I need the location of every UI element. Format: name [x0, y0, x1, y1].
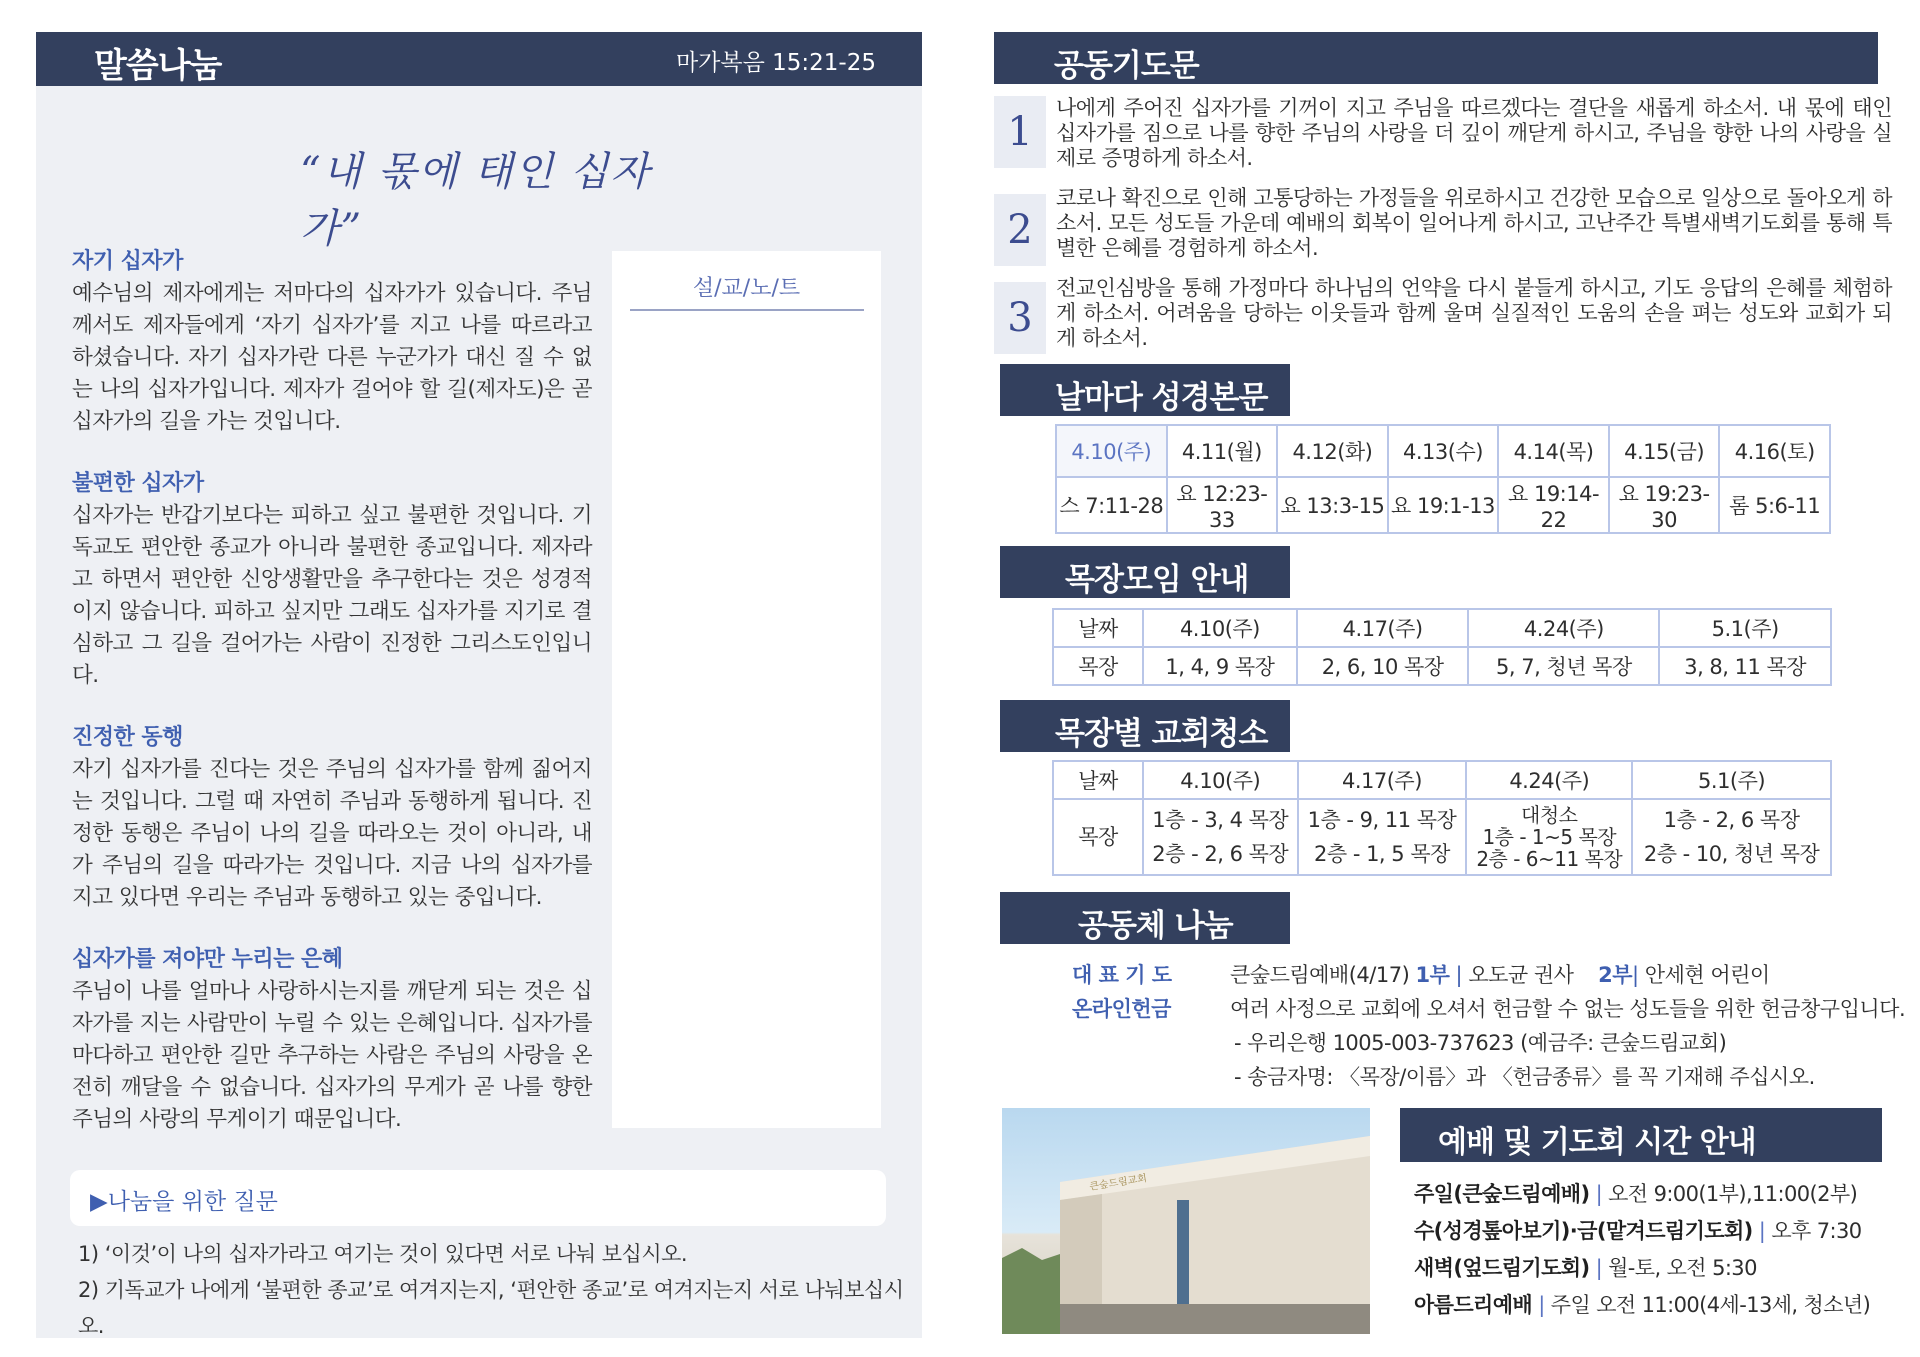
- table-cell: 요 13:3-15: [1277, 477, 1388, 533]
- sermon-calligraphy-title: “내 몫에 태인 십자가”: [300, 149, 652, 252]
- prayer-text: 전교인심방을 통해 가정마다 하나님의 언약을 다시 붙들게 하시고, 기도 응답의 은혜를 체험하게 하소서. 어려움을 당하는 이웃들과 함께 울며 실질적인 도움의 손을 펴는 성도와 교회가 되게 하소서.: [1056, 276, 1892, 350]
- community-sharing: [1072, 958, 1906, 1094]
- separator: |: [1595, 1256, 1603, 1280]
- table-cell: 1, 4, 9 목장: [1143, 647, 1297, 685]
- mokjang-meeting-title: 목장모임 안내: [1065, 562, 1249, 598]
- sermon-note-divider: [630, 309, 864, 311]
- bank-account-row: [1072, 1026, 1902, 1060]
- table-row: [1053, 609, 1831, 647]
- table-cell: 롬 5:6-11: [1719, 477, 1830, 533]
- table-row: [1056, 477, 1830, 533]
- sharing-question-title: ▶나눔을 위한 질문: [90, 1189, 278, 1215]
- separator: |: [1538, 1293, 1545, 1317]
- cleaning-table: [1052, 760, 1832, 876]
- daily-bible-header: [1000, 364, 1290, 416]
- daily-bible-table: [1055, 424, 1831, 534]
- cleaning-line: 1층 - 1~5 목장: [1482, 825, 1617, 849]
- common-prayer-header: [994, 32, 1878, 84]
- sermon-note-area[interactable]: [612, 251, 881, 1128]
- table-row: [1056, 425, 1830, 477]
- table-cell: 요 12:23-33: [1167, 477, 1278, 533]
- cleaning-line: 대청소: [1521, 803, 1578, 827]
- sermon-sharing-title: 말씀나눔: [94, 46, 222, 86]
- sermon-section: [72, 944, 592, 1136]
- part1-name: 오도균 권사: [1468, 963, 1574, 987]
- table-cell: 4.10(주): [1056, 425, 1167, 477]
- sermon-section-text: 자기 십자가를 진다는 것은 주님의 십자가를 함께 짊어지는 것입니다. 그럴 때 자연히 주님과 동행하게 됩니다. 진정한 동행은 주님이 나의 길을 따라오는 것이 아니라, 내가 주님의 길을 따라가는 것입니다. 지금 나의 십자가를 지고 있다면 우리는 주님과 동행하고 있는 중입니다.: [72, 757, 592, 910]
- table-cell: 4.10(주): [1143, 761, 1298, 799]
- sermon-section-heading: 십자가를 져야만 누리는 은혜: [72, 947, 343, 972]
- prayer-text: 나에게 주어진 십자가를 기꺼이 지고 주님을 따르겠다는 결단을 새롭게 하소서. 내 몫에 태인 십자가를 짐으로 나를 향한 주님의 사랑을 더 깊이 깨닫게 하시고, 주님을 향한 나의 사랑을 실제로 증명하게 하소서.: [1056, 96, 1892, 170]
- sermon-note-label: 설/교/노/트: [692, 276, 801, 301]
- table-cell: 스 7:11-28: [1056, 477, 1167, 533]
- mokjang-meeting-table: [1052, 608, 1832, 686]
- separator: |: [1455, 963, 1463, 987]
- cleaning-line: 2층 - 6~11 목장: [1476, 847, 1623, 871]
- representative-prayer-value: [1230, 958, 1770, 992]
- service-name: 새벽(엎드림기도회): [1414, 1256, 1590, 1280]
- table-cell: 4.12(화): [1277, 425, 1388, 477]
- table-cell: 5, 7, 청년 목장: [1468, 647, 1659, 685]
- table-cell: 4.13(수): [1388, 425, 1499, 477]
- table-cell: 4.24(주): [1468, 609, 1659, 647]
- worship-time-row: [1414, 1250, 1894, 1287]
- service-time: 오후 7:30: [1771, 1219, 1862, 1243]
- table-cell: 4.10(주): [1143, 609, 1297, 647]
- sender-name-text: - 송금자명: 〈목장/이름〉과 〈헌금종류〉를 꼭 기재해 주십시오.: [1234, 1065, 1815, 1089]
- cleaning-line: 1층 - 3, 4 목장: [1152, 808, 1289, 832]
- service-time: 주일 오전 11:00(4세-13세, 청소년): [1550, 1293, 1871, 1317]
- sermon-section-text: 주님이 나를 얼마나 사랑하시는지를 깨닫게 되는 것은 십자가를 지는 사람만이 누릴 수 있는 은혜입니다. 십자가를 마다하고 편안한 길만 추구하는 사람은 주님의 사랑을 온전히 깨달을 수 없습니다. 십자가의 무게가 곧 나를 향한 주님의 사랑의 무게이기 때문입니다.: [72, 979, 592, 1132]
- table-cell: 요 19:1-13: [1388, 477, 1499, 533]
- service-time: 월-토, 오전 5:30: [1608, 1256, 1757, 1280]
- sermon-section: [72, 246, 592, 438]
- sermon-section: [72, 468, 592, 692]
- prayer-number: 1: [994, 96, 1046, 168]
- sharing-question: 1) ‘이것’이 나의 십자가라고 여기는 것이 있다면 서로 나눠 보십시오.: [78, 1242, 688, 1266]
- table-cell: 5.1(주): [1659, 609, 1831, 647]
- table-cell: 2, 6, 10 목장: [1297, 647, 1469, 685]
- table-cell: [1632, 799, 1831, 875]
- worship-times-header: [1400, 1108, 1882, 1162]
- sermon-section-heading: 불편한 십자가: [72, 471, 204, 496]
- online-offering-text: 여러 사정으로 교회에 오셔서 헌금할 수 없는 성도들을 위한 헌금창구입니다.: [1230, 997, 1906, 1021]
- common-prayer-title: 공동기도문: [1054, 48, 1199, 84]
- table-cell: 목장: [1053, 647, 1143, 685]
- representative-prayer-row: [1072, 958, 1902, 992]
- community-title: 공동체 나눔: [1078, 908, 1233, 944]
- table-row: [1053, 799, 1831, 875]
- service-time: 오전 9:00(1부),11:00(2부): [1608, 1182, 1858, 1206]
- separator: |: [1758, 1219, 1766, 1243]
- cleaning-title: 목장별 교회청소: [1055, 716, 1268, 752]
- cleaning-line: 2층 - 2, 6 목장: [1152, 842, 1289, 866]
- sharing-question: 2) 기독교가 나에게 ‘불편한 종교’로 여겨지는지, ‘편안한 종교’로 여겨지는지 서로 나눠보십시오.: [78, 1278, 904, 1338]
- sermon-section-heading: 자기 십자가: [72, 249, 183, 274]
- table-cell: 4.24(주): [1466, 761, 1632, 799]
- prayer-service: 큰숲드림예배(4/17): [1230, 963, 1410, 987]
- sermon-section-text: 십자가는 반갑기보다는 피하고 싶고 불편한 것입니다. 기독교도 편안한 종교가 아니라 불편한 종교입니다. 제자라고 하면서 편안한 신앙생활만을 추구한다는 것은 성경적이지 않습니다. 피하고 싶지만 그래도 십자가를 지기로 결심하고 그 길을 걸어가는 사람이 진정한 그리스도인입니다.: [72, 503, 592, 688]
- worship-times-list: [1414, 1176, 1894, 1324]
- part2-label: 2부: [1598, 963, 1633, 987]
- table-row: [1053, 761, 1831, 799]
- mokjang-meeting-header: [1000, 546, 1290, 598]
- cleaning-line: 1층 - 2, 6 목장: [1663, 808, 1800, 832]
- table-cell: 4.15(금): [1609, 425, 1720, 477]
- table-cell: 4.16(토): [1719, 425, 1830, 477]
- online-offering-row: [1072, 992, 1906, 1026]
- service-name: 수(성경톺아보기)·금(맡겨드림기도회): [1414, 1219, 1753, 1243]
- table-cell: 4.14(목): [1498, 425, 1609, 477]
- church-building-illustration: [1002, 1108, 1370, 1334]
- prayer-number: 3: [994, 282, 1046, 354]
- worship-time-row: [1414, 1176, 1894, 1213]
- bank-account-text: - 우리은행 1005-003-737623 (예금주: 큰숲드림교회): [1234, 1031, 1727, 1055]
- scripture-reference: 마가복음 15:21-25: [675, 50, 876, 76]
- sender-name-row: [1072, 1060, 1902, 1094]
- table-cell: 4.17(주): [1298, 761, 1467, 799]
- cleaning-header: [1000, 700, 1290, 752]
- part2-name: 안세현 어린이: [1644, 963, 1770, 987]
- daily-bible-title: 날마다 성경본문: [1055, 380, 1268, 416]
- table-cell: 요 19:23-30: [1609, 477, 1720, 533]
- table-cell: [1466, 799, 1632, 875]
- table-cell: 목장: [1053, 799, 1143, 875]
- sermon-sharing-header: [36, 32, 922, 86]
- cleaning-line: 1층 - 9, 11 목장: [1307, 808, 1457, 832]
- table-cell: 요 19:14-22: [1498, 477, 1609, 533]
- community-header: [1000, 892, 1290, 944]
- table-cell: 날짜: [1053, 761, 1143, 799]
- prayer-number: 2: [994, 194, 1046, 266]
- online-offering-label: 온라인헌금: [1072, 997, 1171, 1021]
- table-cell: 날짜: [1053, 609, 1143, 647]
- worship-times-title: 예배 및 기도회 시간 안내: [1438, 1125, 1756, 1160]
- table-cell: 4.17(주): [1297, 609, 1469, 647]
- separator: |: [1595, 1182, 1603, 1206]
- sermon-body: [72, 246, 592, 1166]
- table-cell: [1298, 799, 1467, 875]
- sermon-section: [72, 722, 592, 914]
- table-cell: 3, 8, 11 목장: [1659, 647, 1831, 685]
- sharing-question-box: [70, 1170, 886, 1226]
- worship-time-row: [1414, 1287, 1894, 1324]
- separator: |: [1632, 963, 1639, 987]
- table-cell: [1143, 799, 1298, 875]
- worship-time-row: [1414, 1213, 1894, 1250]
- service-name: 주일(큰숲드림예배): [1414, 1182, 1590, 1206]
- sharing-questions: [78, 1236, 918, 1344]
- prayer-text: 코로나 확진으로 인해 고통당하는 가정들을 위로하시고 건강한 모습으로 일상으로 돌아오게 하소서. 모든 성도들 가운데 예배의 회복이 일어나게 하시고, 고난주간 특별새벽기도회를 통해 특별한 은혜를 경험하게 하소서.: [1056, 186, 1892, 260]
- table-cell: 5.1(주): [1632, 761, 1831, 799]
- building-sign-text: 큰숲드림교회: [1088, 1173, 1148, 1193]
- representative-prayer-label: 대 표 기 도: [1072, 963, 1172, 987]
- service-name: 아름드리예배: [1414, 1293, 1533, 1317]
- table-cell: 4.11(월): [1167, 425, 1278, 477]
- cleaning-line: 2층 - 1, 5 목장: [1314, 842, 1450, 866]
- sermon-section-heading: 진정한 동행: [72, 725, 183, 750]
- table-row: [1053, 647, 1831, 685]
- part1-label: 1부: [1415, 963, 1450, 987]
- church-building-photo: [1002, 1108, 1370, 1334]
- cleaning-line: 2층 - 10, 청년 목장: [1643, 842, 1820, 866]
- sermon-section-text: 예수님의 제자에게는 저마다의 십자가가 있습니다. 주님께서도 제자들에게 ‘자기 십자가’를 지고 나를 따르라고 하셨습니다. 자기 십자가란 다른 누군가가 대신 질 수 없는 나의 십자가입니다. 제자가 걸어야 할 길(제자도)은 곧 십자가의 길을 가는 것입니다.: [72, 281, 592, 434]
